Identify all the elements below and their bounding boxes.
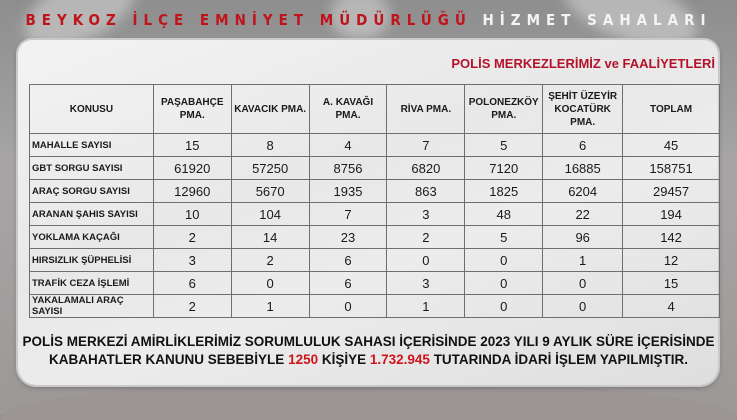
table-cell: 3	[153, 249, 231, 272]
summary-line-2	[0, 351, 737, 369]
table-cell: 96	[543, 226, 623, 249]
table-cell: 158751	[623, 157, 720, 180]
table-cell: 57250	[231, 157, 309, 180]
table-row	[30, 203, 720, 226]
table-cell: 8	[231, 134, 309, 157]
table-cell: 6	[309, 272, 387, 295]
table-cell: 0	[465, 249, 543, 272]
table-cell: 1935	[309, 180, 387, 203]
table-row	[30, 134, 720, 157]
summary-statement	[0, 333, 737, 369]
table-cell: 4	[309, 134, 387, 157]
page-title	[0, 6, 737, 34]
table-cell: 6820	[387, 157, 465, 180]
table-cell: 10	[153, 203, 231, 226]
table-cell: 12960	[153, 180, 231, 203]
row-label: GBT SORGU SAYISI	[30, 157, 154, 180]
table-row	[30, 295, 720, 318]
summary-text: KİŞİYE	[318, 352, 370, 367]
table-cell: 15	[623, 272, 720, 295]
table-cell: 863	[387, 180, 465, 203]
summary-line-1: POLİS MERKEZİ AMİRLİKLERİMİZ SORUMLULUK SAHASI İÇERİSİNDE 2023 YILI 9 AYLIK SÜRE İÇERİSİNDE	[22, 334, 715, 349]
table-cell: 0	[465, 272, 543, 295]
column-header: ŞEHİT ÜZEYİR KOCATÜRK PMA.	[543, 85, 623, 134]
table-cell: 15	[153, 134, 231, 157]
police-stations-activity-table	[29, 84, 720, 318]
row-label: YOKLAMA KAÇAĞI	[30, 226, 154, 249]
table-cell: 142	[623, 226, 720, 249]
column-header: TOPLAM	[623, 85, 720, 134]
table-cell: 5	[465, 134, 543, 157]
table-row	[30, 157, 720, 180]
table-subtitle: POLİS MERKEZLERİMİZ ve FAALİYETLERİ	[451, 56, 715, 71]
table-cell: 0	[231, 272, 309, 295]
table-cell: 5670	[231, 180, 309, 203]
table-cell: 1	[231, 295, 309, 318]
title-section: HİZMET SAHALARI	[482, 11, 712, 29]
table-cell: 1	[543, 249, 623, 272]
table-cell: 5	[465, 226, 543, 249]
row-label: ARANAN ŞAHIS SAYISI	[30, 203, 154, 226]
summary-text: TUTARINDA İDARİ İŞLEM YAPILMIŞTIR.	[429, 352, 688, 367]
column-header: KONUSU	[30, 85, 154, 134]
fine-amount: 1.732.945	[369, 352, 430, 367]
table-cell: 48	[465, 203, 543, 226]
table-row	[30, 180, 720, 203]
bottom-arc-decoration	[0, 380, 737, 420]
table-cell: 22	[543, 203, 623, 226]
table-cell: 194	[623, 203, 720, 226]
row-label: MAHALLE SAYISI	[30, 134, 154, 157]
row-label: HIRSIZLIK ŞÜPHELİSİ	[30, 249, 154, 272]
column-header: KAVACIK PMA.	[231, 85, 309, 134]
table-cell: 8756	[309, 157, 387, 180]
table-cell: 61920	[153, 157, 231, 180]
table-cell: 7	[309, 203, 387, 226]
table-cell: 0	[543, 272, 623, 295]
person-count: 1250	[288, 352, 319, 367]
table-cell: 23	[309, 226, 387, 249]
summary-text: KABAHATLER KANUNU SEBEBİYLE	[49, 352, 289, 367]
table-cell: 45	[623, 134, 720, 157]
table-cell: 29457	[623, 180, 720, 203]
table-cell: 3	[387, 203, 465, 226]
table-cell: 1	[387, 295, 465, 318]
table-cell: 0	[465, 295, 543, 318]
table-cell: 2	[231, 249, 309, 272]
column-header: A. KAVAĞI PMA.	[309, 85, 387, 134]
table-cell: 2	[387, 226, 465, 249]
table-cell: 6204	[543, 180, 623, 203]
table-cell: 0	[543, 295, 623, 318]
table-cell: 104	[231, 203, 309, 226]
table-header-row	[30, 85, 720, 134]
title-organization: BEYKOZ İLÇE EMNİYET MÜDÜRLÜĞÜ	[25, 11, 472, 29]
table-cell: 2	[153, 226, 231, 249]
table-cell: 7	[387, 134, 465, 157]
row-label: TRAFİK CEZA İŞLEMİ	[30, 272, 154, 295]
table-cell: 7120	[465, 157, 543, 180]
table-cell: 14	[231, 226, 309, 249]
table-row	[30, 249, 720, 272]
table-cell: 6	[543, 134, 623, 157]
row-label: ARAÇ SORGU SAYISI	[30, 180, 154, 203]
table-row	[30, 226, 720, 249]
table-cell: 6	[153, 272, 231, 295]
table-cell: 0	[387, 249, 465, 272]
table-cell: 3	[387, 272, 465, 295]
column-header: POLONEZKÖY PMA.	[465, 85, 543, 134]
table-cell: 1825	[465, 180, 543, 203]
row-label: YAKALAMALI ARAÇ SAYISI	[30, 295, 154, 318]
table-cell: 4	[623, 295, 720, 318]
column-header: PAŞABAHÇE PMA.	[153, 85, 231, 134]
table-cell: 6	[309, 249, 387, 272]
table-cell: 16885	[543, 157, 623, 180]
column-header: RİVA PMA.	[387, 85, 465, 134]
table-cell: 2	[153, 295, 231, 318]
table-row	[30, 272, 720, 295]
table-cell: 0	[309, 295, 387, 318]
table-cell: 12	[623, 249, 720, 272]
